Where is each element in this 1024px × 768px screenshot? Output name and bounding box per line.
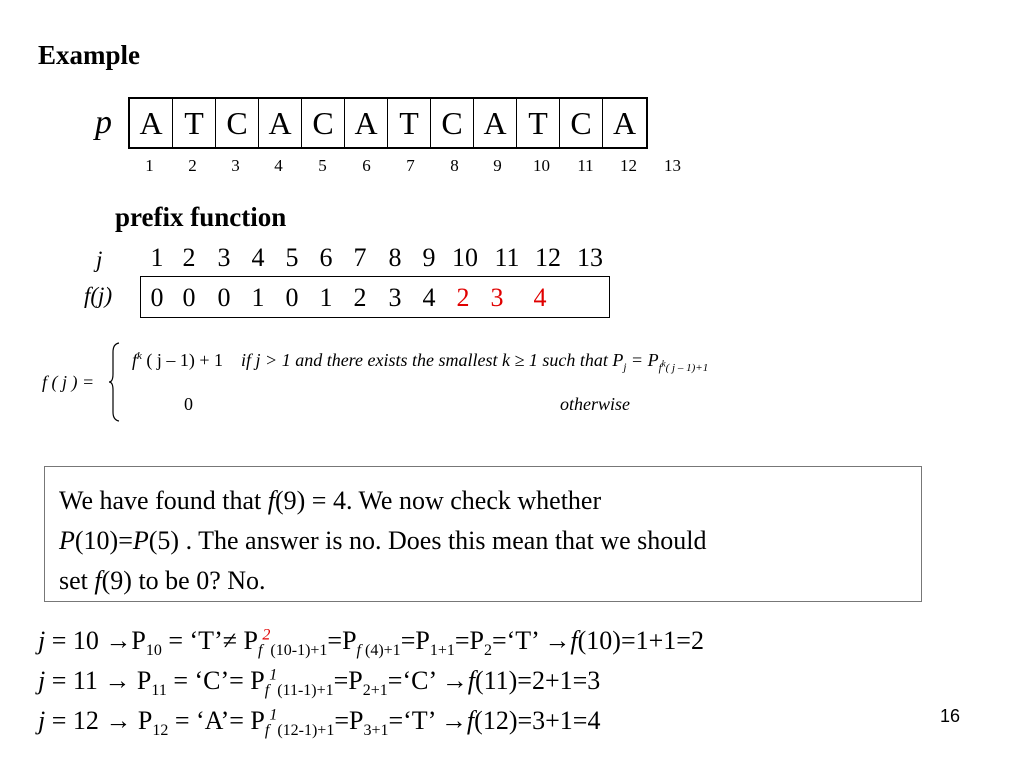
step-sup: 1: [269, 706, 278, 724]
step-f: f: [570, 626, 578, 655]
formula-case1-rest: ( j – 1) + 1: [146, 350, 224, 370]
step-text: =P: [333, 666, 363, 695]
j-value: 3: [217, 243, 231, 272]
step-j: j: [38, 666, 46, 695]
step-f: f: [257, 642, 263, 660]
step-f: f: [467, 666, 475, 695]
step-sub: 2+1: [362, 682, 388, 700]
step-j: j: [38, 706, 46, 735]
pattern-cell: A: [612, 105, 637, 141]
step-text: =P: [327, 626, 357, 655]
formula-case1-sub: j: [623, 361, 627, 374]
j-value: 12: [535, 243, 561, 272]
j-value: 7: [353, 243, 367, 272]
f-value: 2: [353, 283, 367, 312]
step-f: f: [264, 722, 270, 740]
pattern-cell: T: [173, 99, 216, 147]
formula-case1-k: k: [137, 350, 142, 362]
formula-tail-k: k: [661, 357, 666, 368]
step-line-2: [38, 666, 600, 700]
brace-icon: [108, 342, 120, 422]
step-sub: 2: [483, 642, 492, 660]
pattern-index: 10: [533, 156, 550, 175]
f-value: 0: [285, 283, 299, 312]
pattern-cell: C: [302, 99, 345, 147]
formula-case1-eq: = P: [630, 350, 659, 370]
f-value: 4: [422, 283, 436, 312]
f-value-highlight: 4: [533, 283, 547, 312]
note-line-1: [59, 481, 907, 521]
note-text: (10)=: [74, 526, 133, 555]
step-text: = 11 → P: [45, 666, 152, 695]
j-value: 9: [422, 243, 436, 272]
step-text: = ‘A’= P: [168, 706, 265, 735]
pattern-cell: T: [388, 99, 431, 147]
prefix-function-heading: prefix function: [115, 202, 287, 232]
f-value: 1: [319, 283, 333, 312]
formula-case1-cond: if j > 1 and there exists the smallest k ≥ 1 such that P: [241, 350, 624, 370]
step-text: (11)=2+1=3: [474, 666, 601, 695]
pattern-cell: C: [216, 99, 259, 147]
pattern-index: 1: [145, 156, 154, 175]
pattern-index: 9: [493, 156, 502, 175]
note-line-2: [59, 521, 907, 561]
step-sub: (11-1)+1: [277, 682, 334, 700]
step-sup: 2: [262, 626, 271, 644]
step-sub: 3+1: [363, 722, 389, 740]
j-value: 1: [150, 243, 164, 272]
pattern-label: p: [95, 104, 112, 141]
step-sub: (12-1)+1: [277, 722, 335, 740]
step-text: = ‘T’≠ P: [161, 626, 258, 655]
pattern-cell: A: [474, 99, 517, 147]
j-value: 4: [251, 243, 265, 272]
note-italic: P: [59, 526, 75, 555]
step-text: = 12 → P: [45, 706, 153, 735]
pattern-index: 3: [231, 156, 240, 175]
step-sub: (4)+1: [361, 642, 401, 660]
pattern-index: 5: [318, 156, 327, 175]
step-sub: 1+1: [429, 642, 455, 660]
step-sub: 12: [152, 722, 169, 740]
step-text: =‘T’ →: [491, 626, 571, 655]
step-sub: 10: [145, 642, 162, 660]
step-text: = 10 →P: [45, 626, 146, 655]
page-number: 16: [940, 706, 961, 726]
step-text: = ‘C’= P: [166, 666, 265, 695]
j-value: 8: [388, 243, 402, 272]
pattern-index: 12: [620, 156, 637, 175]
pattern-cell: A: [130, 99, 173, 147]
pattern-index: 7: [406, 156, 415, 175]
j-value: 2: [182, 243, 196, 272]
note-text: (5) . The answer is no. Does this mean that we should: [148, 526, 707, 555]
formula-case2-cond: otherwise: [560, 394, 630, 414]
f-value: 3: [388, 283, 402, 312]
j-row-label: j: [96, 247, 103, 272]
f-value: 0: [182, 283, 196, 312]
pattern-index: 13: [664, 156, 681, 175]
note-italic: f: [94, 566, 102, 595]
step-text: (10)=1+1=2: [577, 626, 704, 655]
step-text: =P: [400, 626, 430, 655]
pattern-table: [128, 97, 648, 149]
f-value: 0: [150, 283, 164, 312]
step-f: f: [356, 642, 361, 660]
f-value: 0: [217, 283, 231, 312]
pattern-cell: C: [560, 99, 603, 147]
note-italic: P: [132, 526, 149, 555]
step-f: f: [264, 682, 270, 700]
j-value: 6: [319, 243, 333, 272]
step-f: f: [466, 706, 475, 735]
step-sub: (10-1)+1: [270, 642, 328, 660]
step-text: =P: [334, 706, 364, 735]
pattern-index: 4: [274, 156, 283, 175]
note-text: (9) to be 0? No.: [101, 566, 266, 595]
note-italic: f: [267, 486, 275, 515]
f-value-highlight: 3: [490, 283, 504, 312]
step-line-3: [38, 706, 600, 740]
pattern-cell: A: [259, 99, 302, 147]
formula-case1: [132, 350, 708, 374]
j-value: 5: [285, 243, 299, 272]
note-text: (9) = 4. We now check whether: [274, 486, 602, 515]
pattern-index: 2: [188, 156, 197, 175]
pattern-index: 6: [362, 156, 371, 175]
j-value: 10: [452, 243, 478, 272]
note-box: [44, 466, 922, 602]
formula-lhs: f ( j ) =: [42, 372, 95, 392]
step-line-1: [38, 626, 704, 660]
pattern-index: 11: [577, 156, 594, 175]
pattern-cell: A: [345, 99, 388, 147]
formula-tail-rest: ( j – 1)+1: [665, 361, 709, 374]
step-sup: 1: [269, 666, 278, 684]
note-text: set: [59, 566, 95, 595]
formula-case2-value: 0: [184, 394, 193, 414]
pattern-cell: T: [517, 99, 560, 147]
step-text: =‘C’ →: [387, 666, 468, 695]
j-value: 13: [577, 243, 603, 272]
note-line-3: [59, 561, 907, 601]
formula-tail-f: f: [658, 361, 662, 374]
f-value-highlight: 2: [456, 283, 470, 312]
f-value: 1: [251, 283, 265, 312]
pattern-cell: C: [431, 99, 474, 147]
j-value: 11: [494, 243, 520, 272]
step-text: =‘T’ →: [388, 706, 467, 735]
formula-case1-f: f: [132, 350, 138, 370]
f-row-label: f(j): [84, 283, 113, 308]
slide-title: Example: [38, 40, 141, 70]
pattern-index: 8: [450, 156, 459, 175]
step-text: (12)=3+1=4: [474, 706, 601, 735]
step-j: j: [38, 626, 46, 655]
step-sub: 11: [151, 682, 167, 700]
note-text: We have found that: [59, 486, 268, 515]
step-text: =P: [454, 626, 484, 655]
